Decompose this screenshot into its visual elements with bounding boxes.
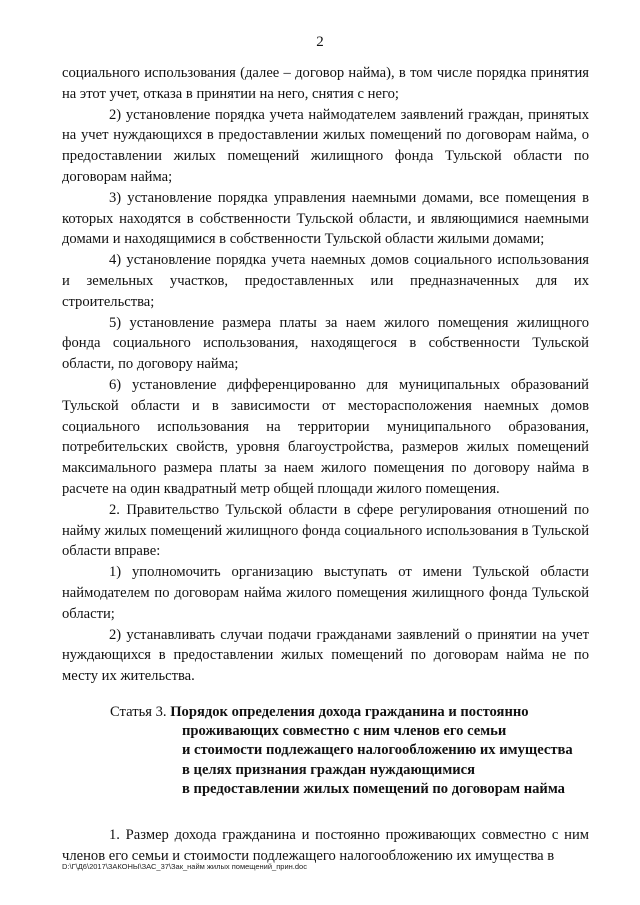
paragraph-subitem-1: 1) уполномочить организацию выступать от имени Тульской области наймодателем по договорам найма жилого помещения жилищного фонда Тульской области; [62,564,589,622]
paragraph-subitem-2: 2) устанавливать случаи подачи гражданами заявлений о принятии на учет нуждающихся в предоставлении жилых помещений по договорам найма не по месту их жительства. [62,626,589,685]
article-label: Статья 3. [110,704,167,720]
article-title-line: и стоимости подлежащего налогообложению их имущества [182,742,573,759]
paragraph-item-2: 2) установление порядка учета наймодателем заявлений граждан, принятых на учет нуждающихся в предоставлении жилых помещений по договорам найма, о предоставлении жилых помещений жилищного фонда Тульской области по договорам найма; [62,106,589,185]
paragraph-article-3-item-1: 1. Размер дохода гражданина и постоянно проживающих совместно с ним членов его семьи и стоимости подлежащего налогообложению их имущества в [62,827,589,864]
article-title-line: Порядок определения дохода гражданина и постоянно [170,704,529,720]
paragraph-section-2: 2. Правительство Тульской области в сфере регулирования отношений по найму жилых помещений жилищного фонда социального использования в Тульской области вправе: [62,501,589,560]
article-title-line: в предоставлении жилых помещений по договорам найма [182,780,565,797]
article-heading [110,703,610,799]
paragraph-item-4: 4) установление порядка учета наемных домов социального использования и земельных участков, предоставленных или предназначенных для их строительства; [62,252,589,310]
paragraph-continuation: социального использования (далее – договор найма), в том числе порядка принятия на этот учет, отказа в принятии на него, снятия с него; [62,65,589,102]
article-title-line: проживающих совместно с ним членов его семьи [182,723,507,740]
article-title-line: в целях признания граждан нуждающимися [182,761,476,778]
body-text-bottom [62,825,589,867]
paragraph-item-6: 6) установление дифференцированно для муниципальных образований Тульской области и в зависимости от месторасположения наемных домов социального использования на территории муниципального образования, потребительских свойств, уровня благоустройства, размеров жилых помещений максимального размера платы за наем жилого помещения по договору найма в расчете на один квадратный метр общей площади жилого помещения. [62,376,589,497]
page-number: 2 [316,34,324,50]
body-text [62,63,589,687]
paragraph-item-5: 5) установление размера платы за наем жилого помещения жилищного фонда социального использования, находящегося в собственности Тульской области, по договору найма; [62,314,589,373]
paragraph-item-3: 3) установление порядка управления наемными домами, все помещения в которых находятся в собственности Тульской области, и являющимися наемными домами и находящимися в собственности Тульской области жилыми домами; [62,189,589,248]
footer-file-path: D:\Г\Д6\2017\ЗАКОНЫ\ЗАС_37\Зак_найм жилых помещений_прин.doc [62,862,307,871]
